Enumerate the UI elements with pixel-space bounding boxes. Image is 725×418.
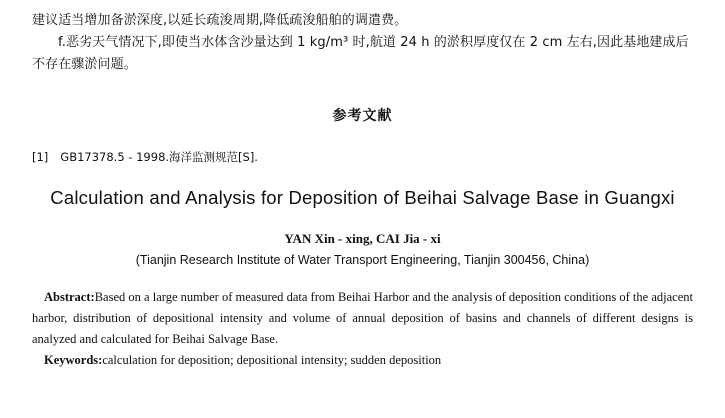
abstract-label: Abstract: (44, 290, 95, 304)
reference-text: GB17378.5 - 1998.海洋监测规范[S]. (60, 150, 258, 164)
body-paragraph-f: f.恶劣天气情况下,即使当水体含沙量达到 1 kg/m³ 时,航道 24 h 的淤积厚度仅在 2 cm 左右,因此基地建成后不存在骤淤问题。 (32, 35, 689, 72)
english-title: Calculation and Analysis for Deposition of Beihai Salvage Base in Guangxi (50, 187, 675, 208)
keywords-label: Keywords: (44, 353, 103, 367)
affiliation: (Tianjin Research Institute of Water Transport Engineering, Tianjin 300456, China) (135, 253, 590, 267)
keywords-line (32, 350, 693, 371)
abstract-paragraph (32, 287, 693, 350)
keywords-text: calculation for deposition; depositional intensity; sudden deposition (102, 353, 442, 367)
body-text-line: 建议适当增加备淤深度,以延长疏浚周期,降低疏浚船舶的调遣费。 (32, 13, 408, 28)
reference-number: [1] (32, 150, 49, 164)
authors: YAN Xin - xing, CAI Jia - xi (284, 231, 441, 246)
reference-item (32, 149, 693, 165)
references-heading: 参考文献 (332, 108, 393, 124)
abstract-text: Based on a large number of measured data from Beihai Harbor and the analysis of deposition conditions of the adjacent harbor, distribution of depositional intensity and volume of annual deposition of basins and channels of different designs is analyzed and calculated for Beihai Salvage Base. (32, 290, 693, 346)
